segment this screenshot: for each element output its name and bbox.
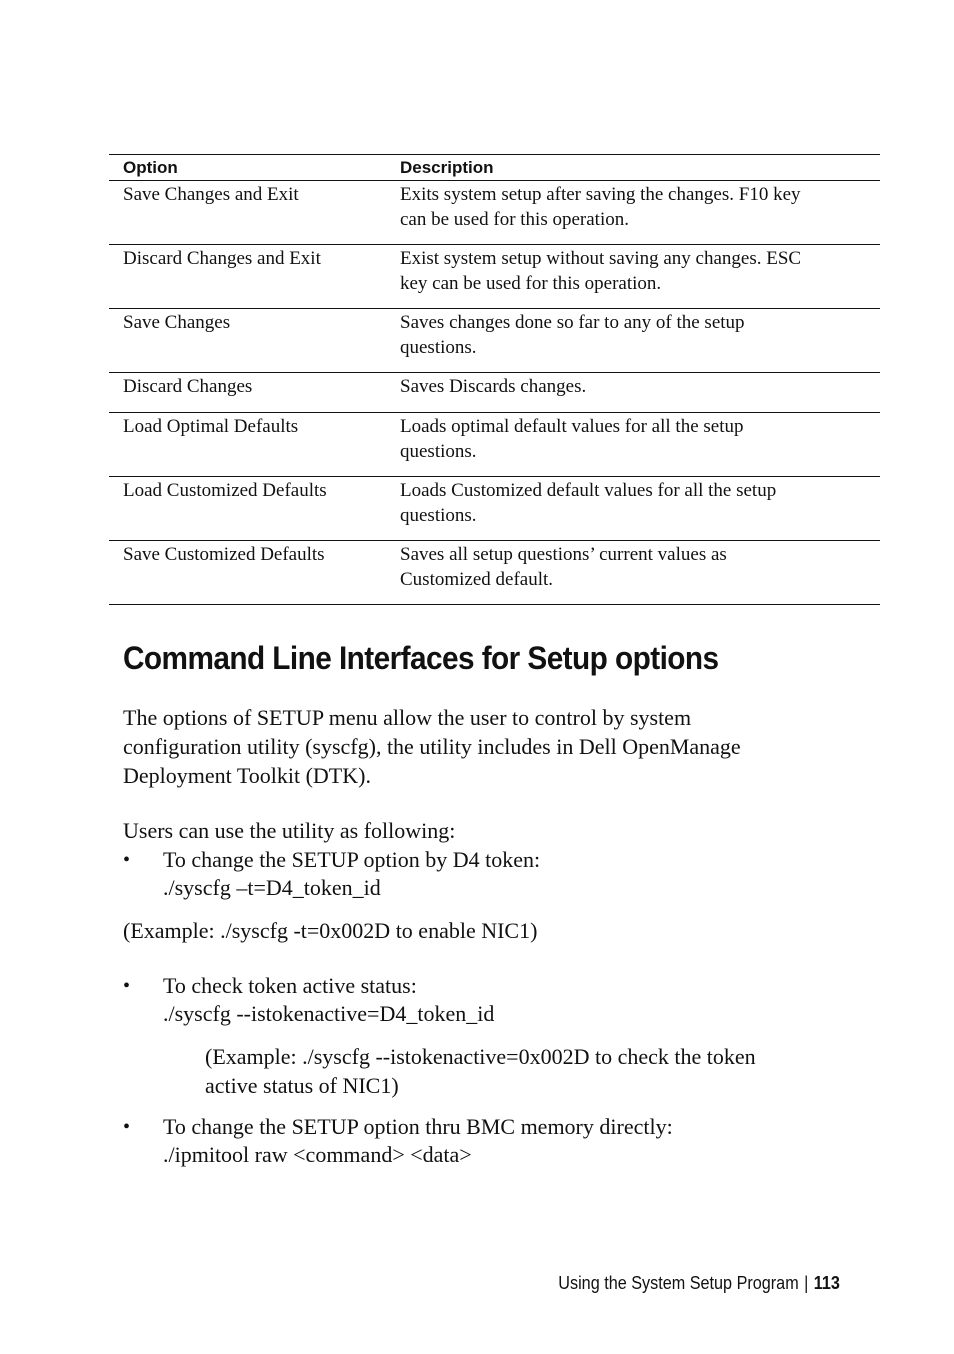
bullet-marker: • — [123, 1116, 131, 1138]
page-footer — [558, 1271, 840, 1295]
table-row — [109, 181, 880, 245]
option-cell: Discard Changes — [123, 376, 253, 397]
bullet-marker: • — [123, 975, 131, 997]
example-text: (Example: ./syscfg --istokenactive=0x002D to check the token active status of NIC1) — [205, 1044, 756, 1098]
description-cell: Saves changes done so far to any of the setup questions. — [400, 312, 745, 358]
bullet-marker: • — [123, 849, 131, 871]
table-header-row — [109, 155, 880, 181]
description-cell: Exits system setup after saving the changes. F10 key can be used for this operation. — [400, 184, 801, 230]
column-header-option: Option — [123, 158, 178, 177]
list-item-text: To change the SETUP option by D4 token: ./syscfg –t=D4_token_id — [163, 847, 541, 900]
option-cell: Load Optimal Defaults — [123, 416, 299, 437]
description-cell: Saves Discards changes. — [400, 376, 587, 397]
options-table — [109, 154, 880, 605]
table-row — [109, 373, 880, 413]
intro-paragraph: The options of SETUP menu allow the user to control by system configuration utility (syscfg), the utility includes in Dell OpenManage Deployment Toolkit (DTK). — [123, 705, 741, 788]
option-cell: Save Customized Defaults — [123, 544, 325, 565]
section-heading: Command Line Interfaces for Setup options — [123, 640, 719, 676]
example-text: (Example: ./syscfg -t=0x002D to enable NIC1) — [123, 918, 538, 943]
list-item-text: To change the SETUP option thru BMC memory directly: ./ipmitool raw <command> <data> — [163, 1114, 673, 1167]
table-row — [109, 413, 880, 477]
option-cell: Load Customized Defaults — [123, 480, 327, 501]
lead-in-text: Users can use the utility as following: — [123, 818, 456, 843]
option-cell: Save Changes and Exit — [123, 184, 299, 205]
table-row — [109, 245, 880, 309]
option-cell: Discard Changes and Exit — [123, 248, 321, 269]
description-cell: Loads optimal default values for all the setup questions. — [400, 416, 744, 462]
column-header-description: Description — [400, 158, 494, 177]
page-number: 113 — [813, 1273, 840, 1293]
description-cell: Saves all setup questions’ current values as Customized default. — [400, 544, 727, 590]
footer-separator: | — [804, 1273, 809, 1293]
description-cell: Loads Customized default values for all the setup questions. — [400, 480, 777, 526]
description-cell: Exist system setup without saving any changes. ESC key can be used for this operation. — [400, 248, 802, 294]
list-item-text: To check token active status: ./syscfg --istokenactive=D4_token_id — [163, 973, 495, 1026]
table-row — [109, 477, 880, 541]
table-row — [109, 541, 880, 605]
option-cell: Save Changes — [123, 312, 231, 333]
footer-chapter-title: Using the System Setup Program — [558, 1273, 799, 1293]
table-row — [109, 309, 880, 373]
